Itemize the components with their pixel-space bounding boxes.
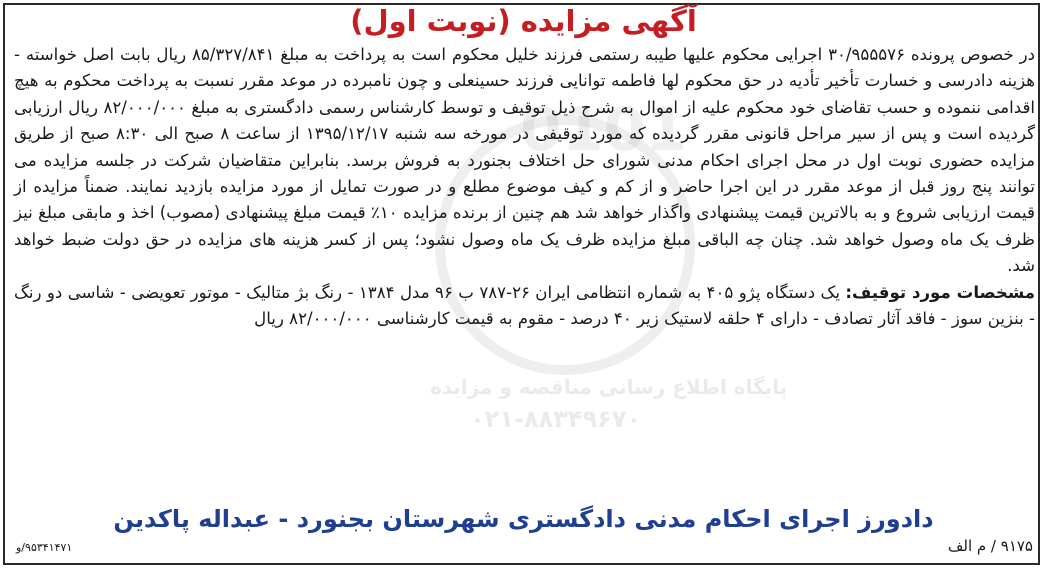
notice-title: آگهی مزایده (نوبت اول) <box>350 4 697 38</box>
specs-label: مشخصات مورد توقیف: <box>845 282 1036 302</box>
watermark-number: 0101 <box>520 95 687 165</box>
notice-body <box>14 42 1035 332</box>
specs-text: یک دستگاه پژو ۴۰۵ به شماره انتظامی ایران ۲۶-۷۸۷ ب ۹۶ مدل ۱۳۸۴ - رنگ بژ متالیک - موتور تعویضی - شاسی دو رنگ - بنزین سوز - فاقد آثار تصادف - دارای ۴ حلقه لاستیک زیر ۴۰ درصد - مقوم به قیمت کارشناسی ۸۲/۰۰۰/۰۰۰ ریال <box>14 282 1035 329</box>
signature-line: دادورز اجرای احکام مدنی دادگستری شهرستان بجنورد - عبداله پاکدین <box>113 505 934 533</box>
publication-code: ۹۵۳۴۱۴۷۱/و <box>16 541 73 554</box>
watermark-text-line1: پایگاه اطلاع رسانی مناقصه و مزایده <box>430 375 788 399</box>
seized-item-specs <box>14 280 1035 333</box>
notice-paragraph: در خصوص پرونده ۳۰/۹۵۵۵۷۶ اجرایی محکوم علیها طیبه رستمی فرزند خلیل محکوم است به پرداخت به مبلغ ۸۵/۳۲۷/۸۴۱ ریال بابت اصل خواسته - هزینه دادرسی و خسارت تأخیر تأدیه در حق محکوم لها فاطمه توانایی فرزند حسینعلی و چون نامبرده در موعد مقرر نسبت به پرداخت محکوم به هیچ اقدامی ننموده و حسب تقاضای خود محکوم علیه از اموال به شرح ذیل توقیف و توسط کارشناس رسمی دادگستری به مبلغ ۸۲/۰۰۰/۰۰۰ ریال ارزیابی گردیده است و پس از سیر مراحل قانونی مقرر گردیده که مورد توقیفی در مورخه سه شنبه ۱۳۹۵/۱۲/۱۷ از ساعت ۸ صبح الی ۸:۳۰ صبح از طریق مزایده حضوری نوبت اول در محل اجرای احکام مدنی شورای حل اختلاف بجنورد به فروش برسد. بنابراین متقاضیان شرکت در جلسه مزایده می توانند پنج روز قبل از موعد مقرر در این اجرا حاضر و از کم و کیف موضوع مطلع و در صورت تمایل از مورد مزایده بازدید نمایند. ضمناً مزایده از قیمت ارزیابی شروع و به بالاترین قیمت پیشنهادی واگذار خواهد شد هم چنین از برنده مزایده ۱۰٪ قیمت مبلغ پیشنهادی (مصوب) اخذ و مابقی مبلغ نیز ظرف یک ماه وصول خواهد شد. چنان چه الباقی مبلغ مزایده ظرف یک ماه وصول نشود؛ پس از کسر هزینه های مزایده در حق دولت ضبط خواهد شد. <box>14 45 1036 276</box>
reference-number: ۹۱۷۵ / م الف <box>947 537 1033 555</box>
watermark-text-line2: ۰۲۱-۸۸۳۴۹۶۷۰ <box>470 405 642 433</box>
